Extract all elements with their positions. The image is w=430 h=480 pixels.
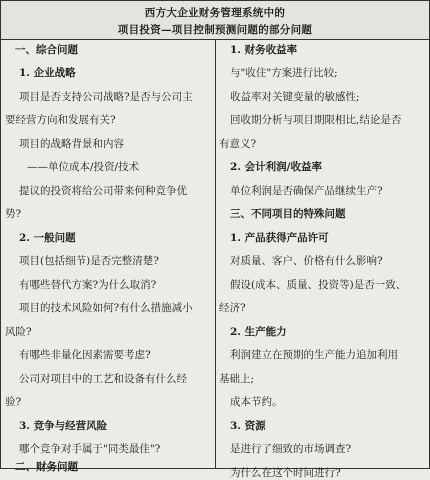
text-line: 利润建立在预期的生产能力追加利用 [230, 349, 398, 361]
section-heading: 二、财务问题 [15, 461, 78, 473]
subsection-heading: 2. 生产能力 [230, 326, 287, 338]
text-line: 是进行了细致的市场调查? [230, 443, 352, 455]
text-line: 回收期分析与项目期限相比,结论是否 [230, 114, 402, 126]
text-line: 有哪些替代方案?为什么取消? [19, 279, 157, 291]
section-heading: 一、综合问题 [15, 44, 78, 56]
text-line: 验? [5, 396, 22, 408]
text-line: 成本节约。 [230, 396, 283, 408]
text-line: 单位利润是否确保产品继续生产? [230, 185, 383, 197]
subsection-heading: 1. 财务收益率 [230, 44, 298, 56]
subsection-heading: 3. 资源 [230, 420, 266, 432]
text-line: 风险? [5, 326, 32, 338]
text-line: 要经营方向和发展有关? [5, 114, 116, 126]
subsection-heading: 1. 产品获得产品许可 [230, 232, 329, 244]
text-line: 假设(成本、质量、投资等)是否一致、 [230, 279, 407, 291]
left-column [1, 39, 211, 473]
section-heading: 三、不同项目的特殊问题 [230, 208, 346, 220]
text-line: 项目是否支持公司战略?是否与公司主 [19, 91, 193, 103]
right-column [216, 39, 429, 479]
text-line: 公司对项目中的工艺和设备有什么经 [19, 373, 187, 385]
text-line: 项目的战略背景和内容 [19, 138, 124, 150]
table-title-line-2: 项目投资—项目控制预测问题的部分问题 [117, 24, 313, 36]
text-line: 有意义? [219, 138, 257, 150]
text-line: 哪个竞争对手属于"同类最佳"? [19, 443, 161, 455]
text-line: 势? [5, 208, 22, 220]
text-line: 有哪些非量化因素需要考虑? [19, 349, 151, 361]
text-line: 提议的投资将给公司带来何种竞争优 [19, 185, 187, 197]
text-line: 经济? [219, 302, 246, 314]
table-title-block [1, 1, 429, 40]
text-line: 收益率对关键变量的敏感性; [230, 91, 360, 103]
text-line: 项目(包括细节)是否完整清楚? [19, 255, 159, 267]
text-line: 项目的技术风险如何?有什么措施减小 [19, 302, 193, 314]
text-line: 基础上; [219, 373, 255, 385]
table-title-line-1: 西方大企业财务管理系统中的 [144, 7, 286, 19]
subsection-heading: 2. 一般问题 [19, 232, 76, 244]
subsection-heading: 3. 竞争与经营风险 [19, 420, 108, 432]
text-line: 与"收住"方案进行比较; [230, 67, 338, 79]
subsection-heading: 1. 企业战略 [19, 67, 76, 79]
subsection-heading: 2. 会计利润/收益率 [230, 161, 322, 173]
text-line: 为什么在这个时间进行? [230, 467, 341, 479]
text-line: 对质量、客户、价格有什么影响? [230, 255, 383, 267]
text-line: ——单位成本/投资/技术 [27, 161, 140, 173]
